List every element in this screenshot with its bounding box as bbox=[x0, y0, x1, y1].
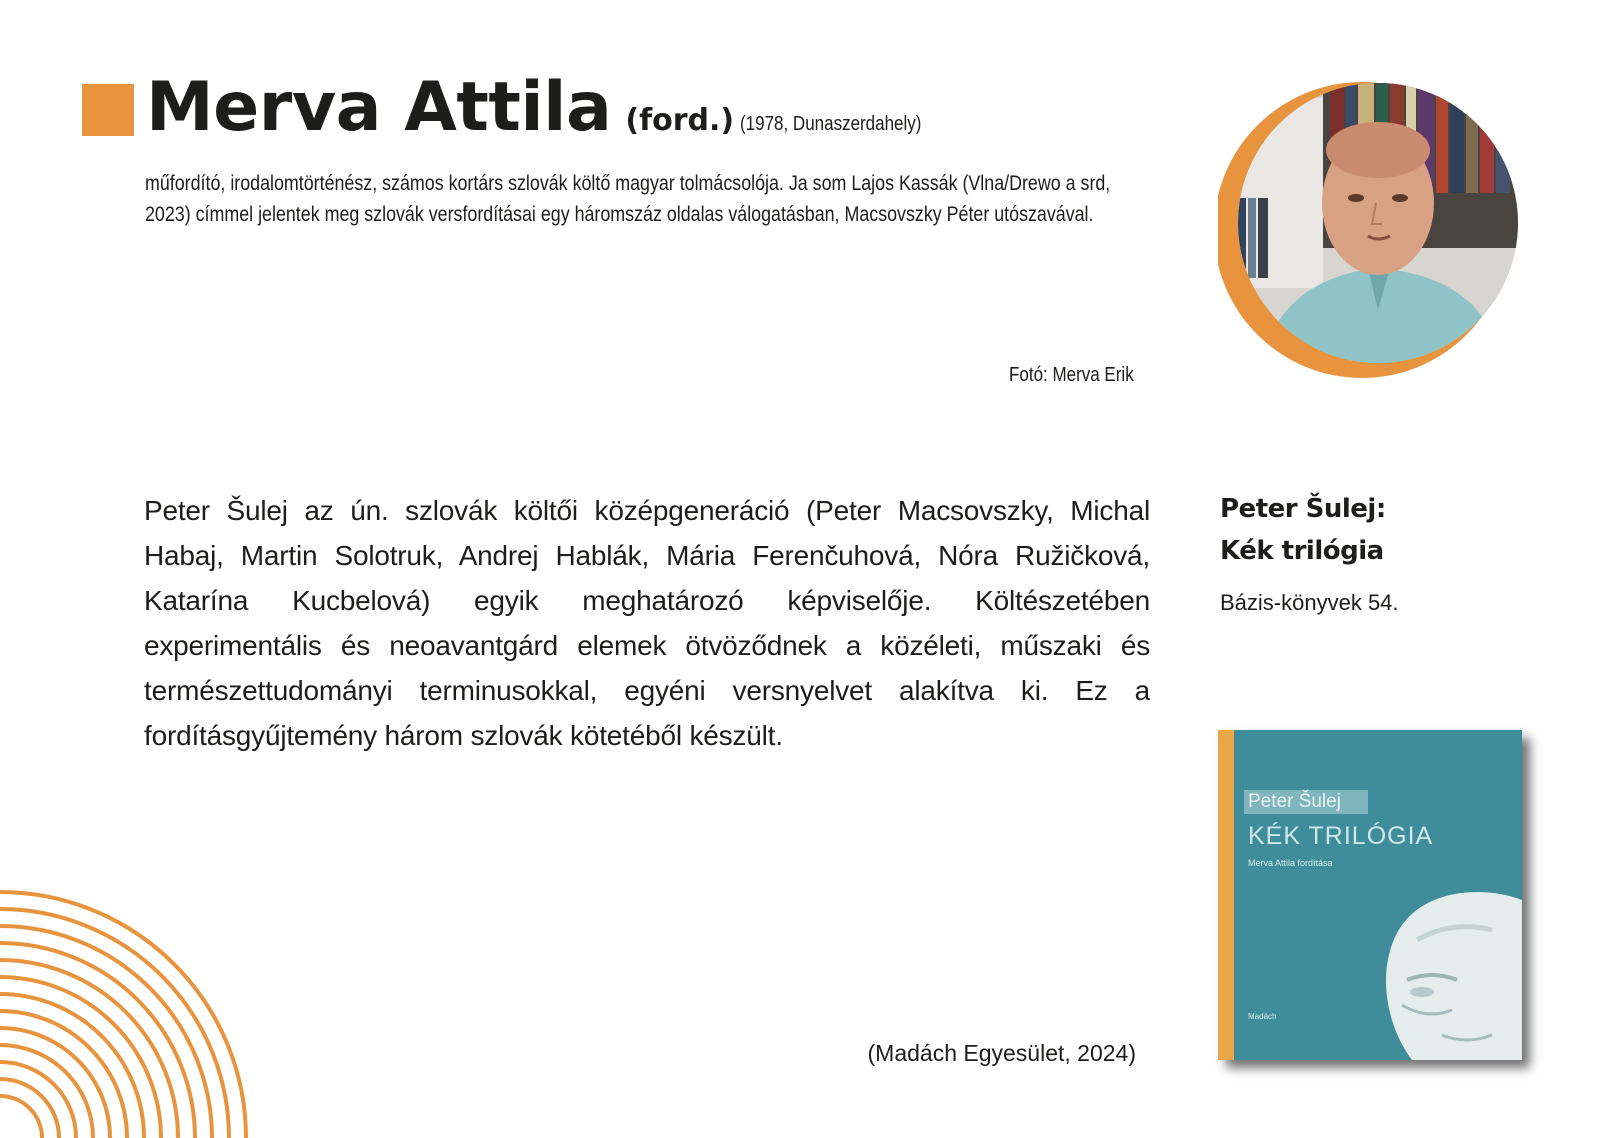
decorative-arcs bbox=[0, 880, 260, 1138]
book-title-line2: Kék trilógia bbox=[1220, 536, 1384, 566]
photo-credit: Fotó: Merva Erik bbox=[1009, 364, 1134, 386]
book-description-text: Peter Šulej az ún. szlovák költői középgeneráció (Peter Macsovszky, Michal Habaj, Martin Solotruk, Andrej Hablák, Mária Ferenčuhová, Nóra Ružičková, Katarína Kucbelová) egyik meghatározó képviselője. Költészetében experimentális és neoavantgárd elemek ötvöződnek a közéleti, műszaki és természettudományi terminusokkal, egyéni versnyelvet alakítva ki. Ez a fordításgyűjtemény három szlovák kötetéből készült. bbox=[144, 495, 1150, 751]
cover-face-illustration bbox=[1372, 870, 1522, 1060]
author-bio: műfordító, irodalomtörténész, számos kortárs szlovák költő magyar tolmácsolója. Ja som Lajos Kassák (Vlna/Drewo a srd, 2023) címmel jelentek meg szlovák versfordításai egy háromszáz oldalas válogatásban, Macsovszky Péter utószavával. bbox=[145, 172, 1111, 226]
book-cover bbox=[1218, 730, 1522, 1060]
decorative-arc bbox=[0, 1096, 42, 1138]
accent-square bbox=[82, 84, 134, 136]
author-name: Merva Attila bbox=[146, 68, 612, 147]
cover-author: Peter Šulej bbox=[1248, 791, 1341, 812]
book-title bbox=[1220, 488, 1386, 572]
book-description bbox=[144, 488, 1150, 758]
author-heading bbox=[146, 68, 954, 147]
cover-title: KÉK TRILÓGIA bbox=[1248, 822, 1434, 850]
author-portrait bbox=[1218, 78, 1526, 380]
author-role: (ford.) bbox=[625, 103, 735, 138]
book-title-line1: Peter Šulej: bbox=[1220, 494, 1386, 524]
publisher-info: (Madách Egyesület, 2024) bbox=[867, 1040, 1136, 1066]
cover-imprint: Madách bbox=[1248, 1012, 1277, 1021]
book-series: Bázis-könyvek 54. bbox=[1220, 590, 1399, 615]
cover-translator: Merva Attila fordítása bbox=[1248, 858, 1333, 868]
author-birth: (1978, Dunaszerdahely) bbox=[740, 113, 922, 135]
cover-spine bbox=[1218, 730, 1234, 1060]
